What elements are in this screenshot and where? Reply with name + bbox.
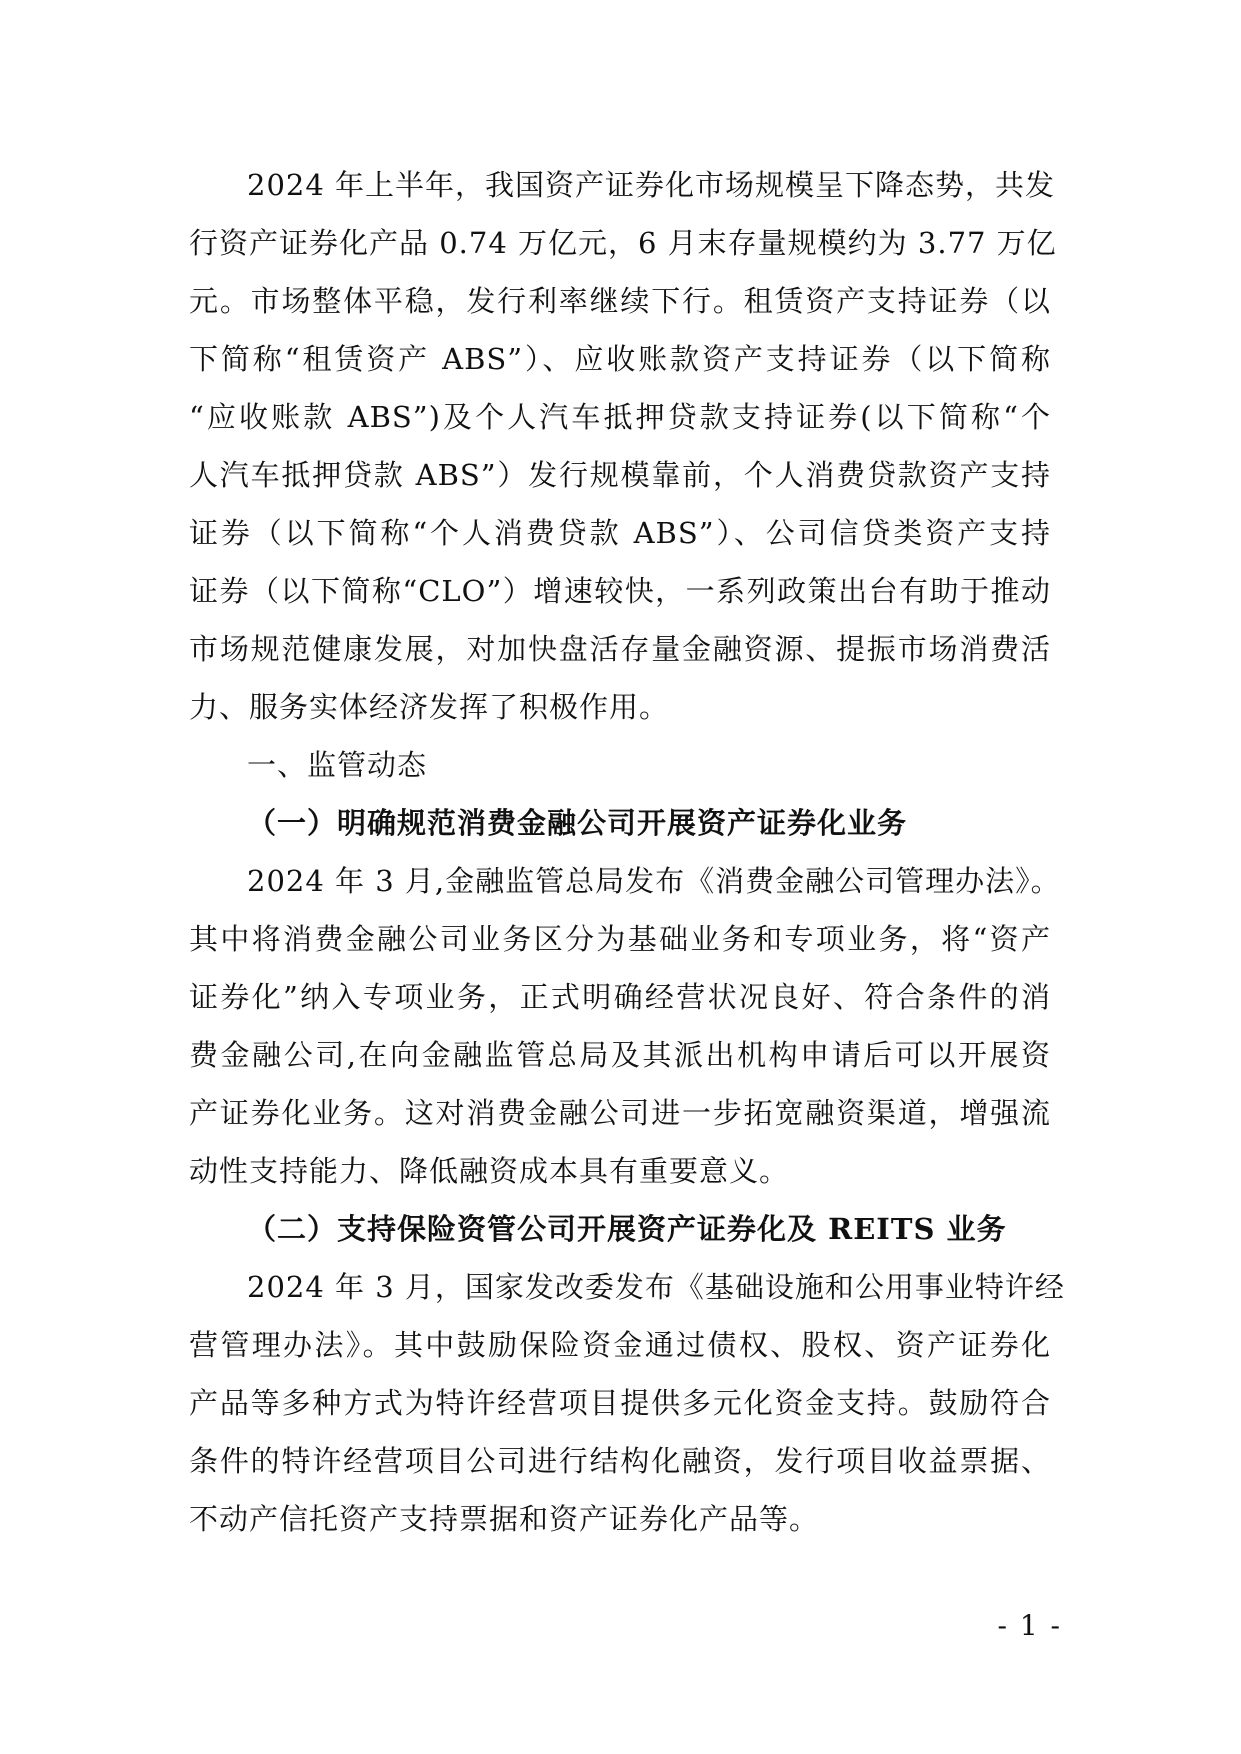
text-line: 元。市场整体平稳，发行利率继续下行。租赁资产支持证券（以 [189,284,1051,318]
text-line: 2024 年 3 月,金融监管总局发布《消费金融公司管理办法》。 [247,864,1061,898]
subsection-heading [189,1200,1051,1258]
text-line: 证券（以下简称“个人消费贷款 ABS”）、公司信贷类资产支持 [189,516,1051,550]
heading-text: （二）支持保险资管公司开展资产证券化及 REITS 业务 [247,1212,1007,1246]
text-line: “应收账款 ABS”)及个人汽车抵押贷款支持证券(以下简称“个 [189,400,1051,434]
text-line: 产品等多种方式为特许经营项目提供多元化资金支持。鼓励符合 [189,1386,1051,1420]
text-line: 其中将消费金融公司业务区分为基础业务和专项业务，将“资产 [189,922,1051,956]
text-line: 2024 年 3 月，国家发改委发布《基础设施和公用事业特许经 [247,1270,1065,1304]
text-line: 费金融公司,在向金融监管总局及其派出机构申请后可以开展资 [189,1038,1051,1072]
text-line: 人汽车抵押贷款 ABS”）发行规模靠前，个人消费贷款资产支持 [189,458,1051,492]
paragraph [189,156,1057,736]
text-line: 条件的特许经营项目公司进行结构化融资，发行项目收益票据、 [189,1444,1051,1478]
text-line: 不动产信托资产支持票据和资产证券化产品等。 [189,1502,820,1536]
text-line: 力、服务实体经济发挥了积极作用。 [189,690,670,724]
text-line: 产证券化业务。这对消费金融公司进一步拓宽融资渠道，增强流 [189,1096,1051,1130]
subsection-heading [189,794,1051,852]
text-line: 行资产证券化产品 0.74 万亿元，6 月末存量规模约为 3.77 万亿 [189,226,1057,260]
text-line: 营管理办法》。其中鼓励保险资金通过债权、股权、资产证券化 [189,1328,1051,1362]
heading-text: 一、监管动态 [247,748,428,782]
section-heading [189,736,1051,794]
text-line: 市场规范健康发展，对加快盘活存量金融资源、提振市场消费活 [189,632,1051,666]
text-line: 证券化”纳入专项业务，正式明确经营状况良好、符合条件的消 [189,980,1051,1014]
text-line: 动性支持能力、降低融资成本具有重要意义。 [189,1154,790,1188]
text-line: 2024 年上半年，我国资产证券化市场规模呈下降态势，共发 [247,168,1056,202]
paragraph [189,1258,1065,1548]
document-body [189,156,1065,1548]
text-line: 证券（以下简称“CLO”）增速较快，一系列政策出台有助于推动 [189,574,1051,608]
paragraph [189,852,1061,1200]
page-number: - 1 - [997,1609,1062,1642]
heading-text: （一）明确规范消费金融公司开展资产证券化业务 [247,806,908,840]
text-line: 下简称“租赁资产 ABS”）、应收账款资产支持证券（以下简称 [189,342,1051,376]
